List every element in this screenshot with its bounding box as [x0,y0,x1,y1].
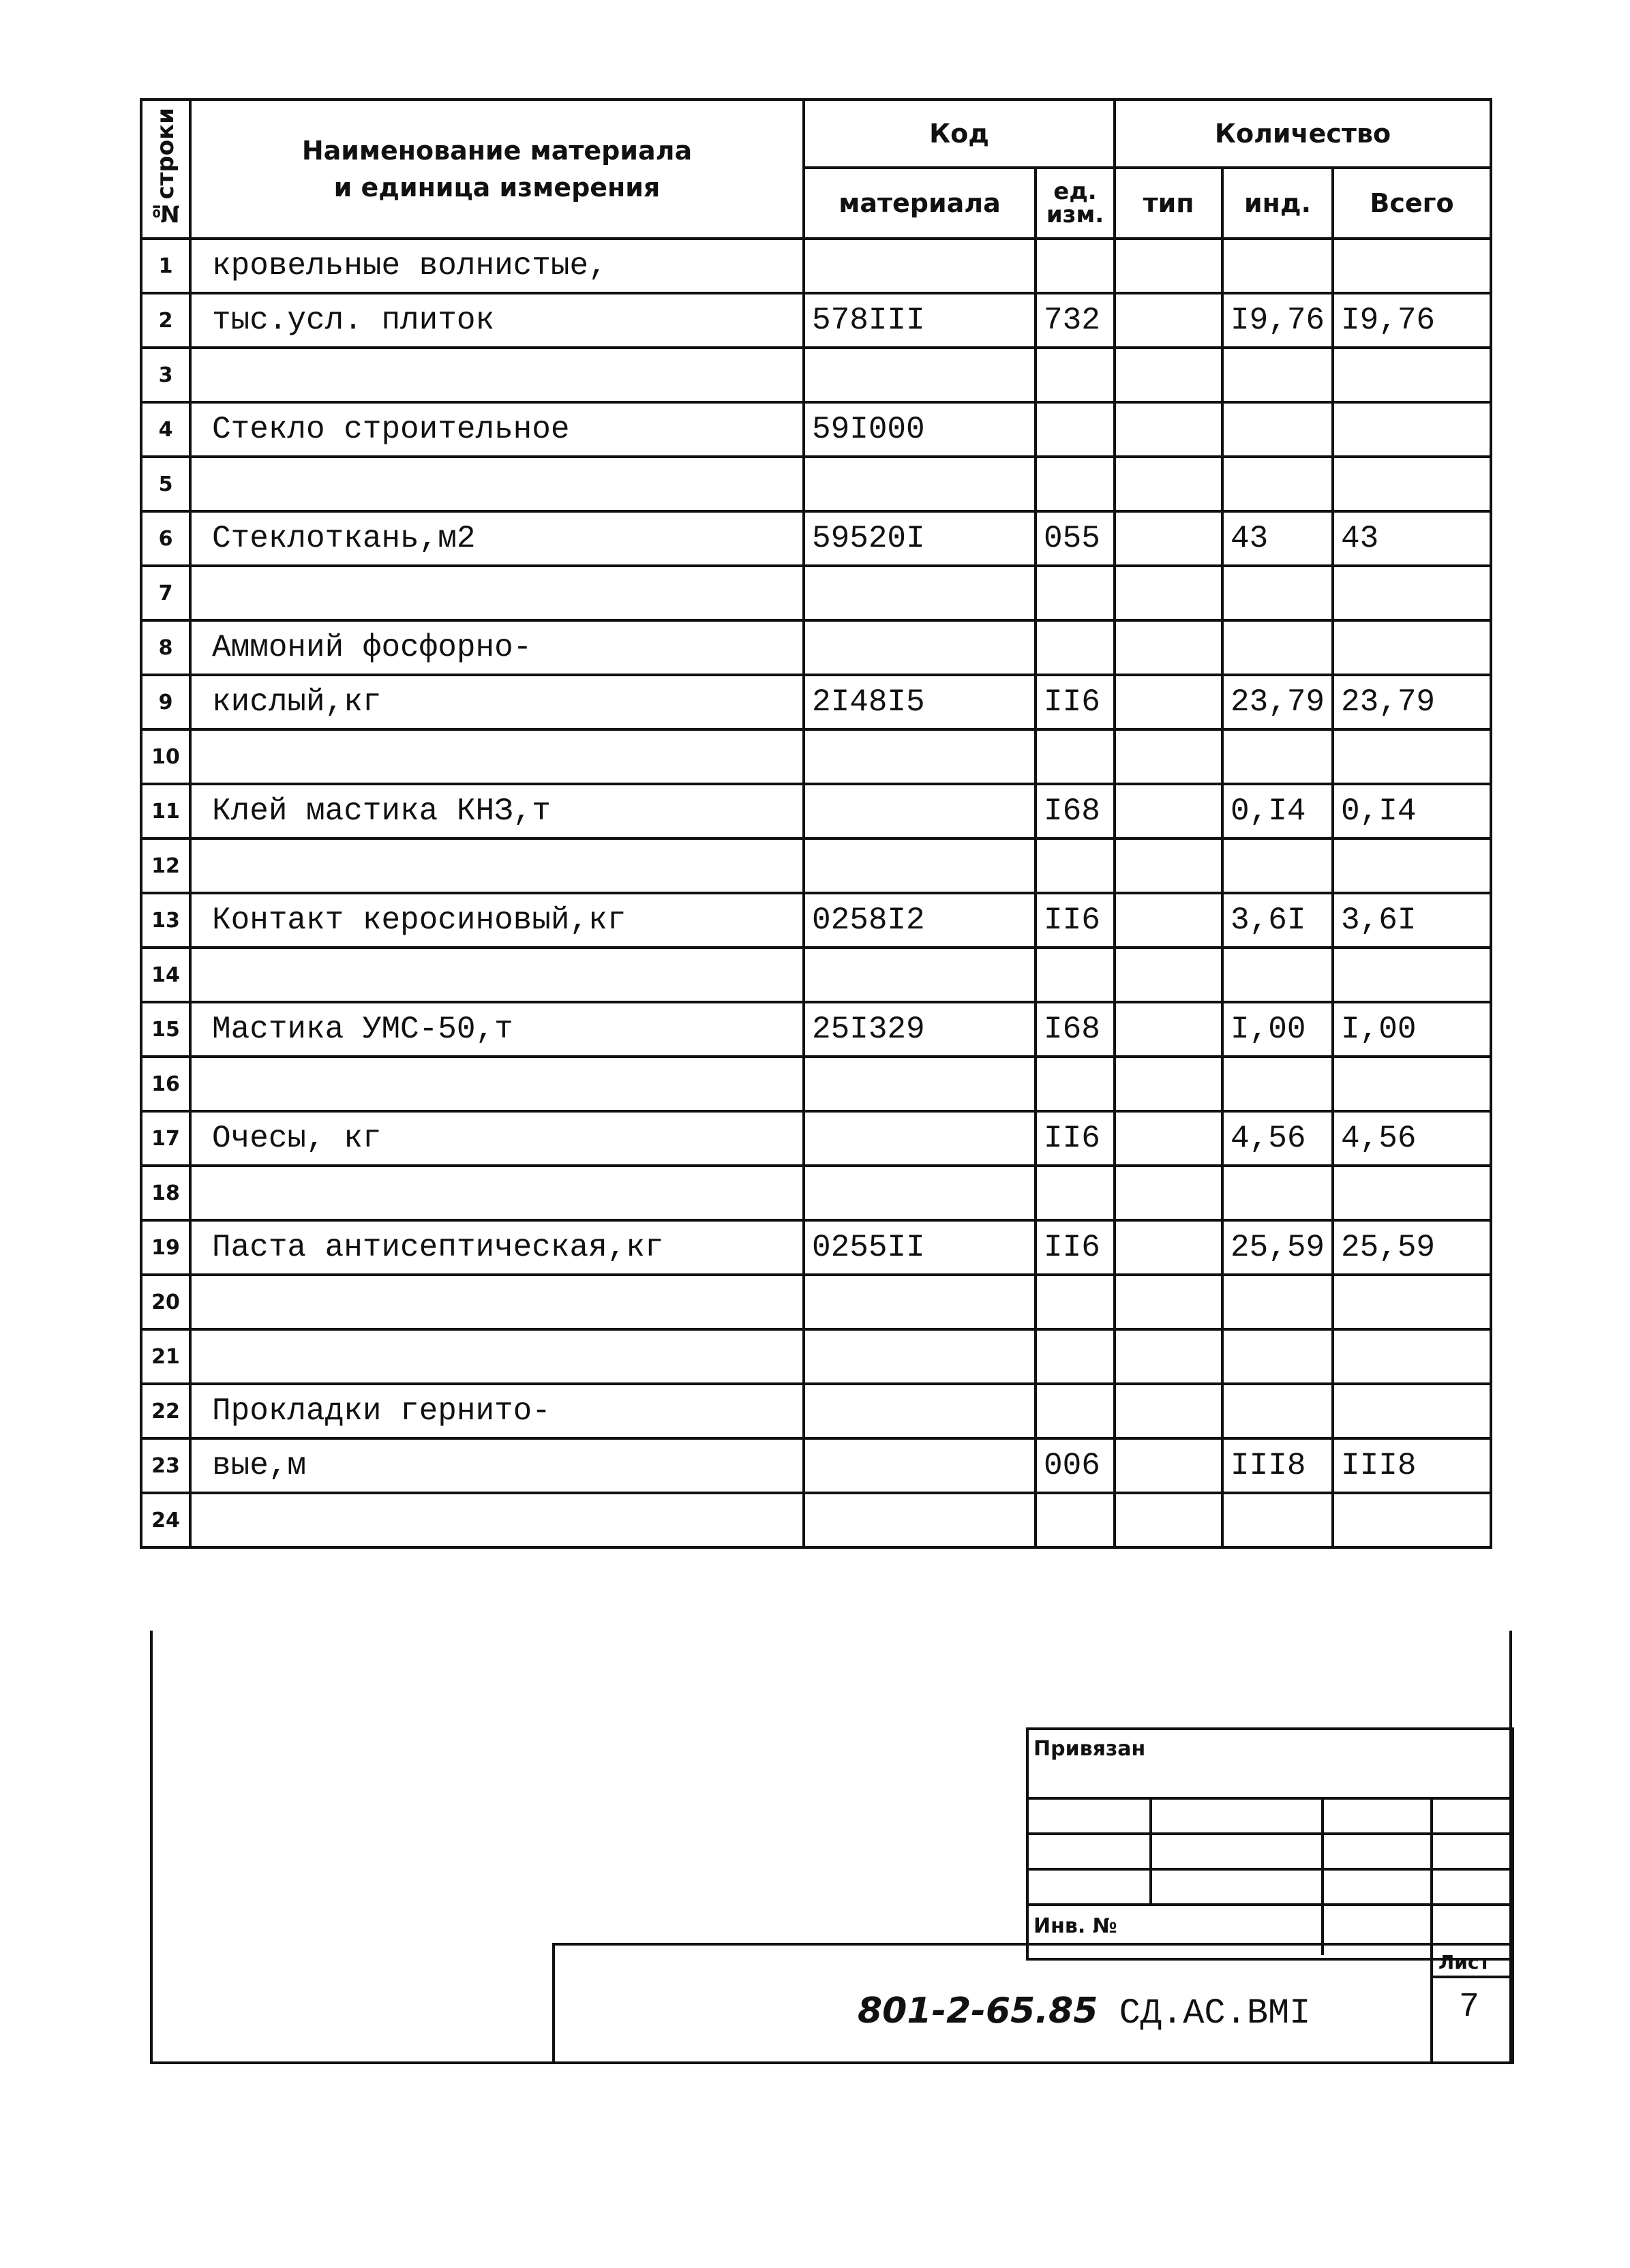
unit-code-cell [1036,457,1115,511]
material-code-cell [804,1329,1036,1384]
row-number-cell: 14 [141,948,190,1002]
qty-total-cell [1333,402,1491,457]
row-number-cell: 17 [141,1111,190,1166]
qty-type-cell [1115,1111,1222,1166]
row-number-cell: 9 [141,675,190,729]
unit-code-cell: II6 [1036,1220,1115,1275]
table-row [141,675,1491,729]
qty-total-cell: III8 [1333,1438,1491,1493]
title-sheet-divider [1430,1943,1433,2061]
material-name-cell: Стеклоткань,м2 [190,511,804,566]
table-row [141,1493,1491,1547]
material-name-cell: Очесы, кг [190,1111,804,1166]
qty-total-cell [1333,1057,1491,1111]
material-name-cell: тыс.усл. плиток [190,293,804,348]
qty-total-cell [1333,348,1491,402]
qty-type-cell [1115,566,1222,620]
row-number-cell: 13 [141,893,190,948]
unit-code-cell: II6 [1036,893,1115,948]
code-unit-header-line1: ед. [1053,178,1097,205]
qty-ind-cell [1222,729,1333,784]
qty-type-cell [1115,1275,1222,1329]
material-name-cell: вые,м [190,1438,804,1493]
qty-ind-cell [1222,1493,1333,1547]
material-code-cell: 59I000 [804,402,1036,457]
qty-type-cell [1115,729,1222,784]
unit-code-cell [1036,566,1115,620]
unit-code-cell [1036,838,1115,893]
qty-total-cell [1333,1275,1491,1329]
document-code [858,1991,1310,2033]
material-code-cell [804,620,1036,675]
material-name-cell: кровельные волнистые, [190,239,804,293]
material-name-cell [190,457,804,511]
code-header: Код [804,100,1115,168]
qty-ind-cell: 43 [1222,511,1333,566]
material-code-cell [804,566,1036,620]
materials-table [140,98,1492,1549]
table-row [141,402,1491,457]
qty-ind-cell [1222,348,1333,402]
qty-ind-cell: 3,6I [1222,893,1333,948]
qty-ind-cell [1222,620,1333,675]
qty-ind-cell: I9,76 [1222,293,1333,348]
material-name-cell: Стекло строительное [190,402,804,457]
unit-code-cell [1036,1057,1115,1111]
stamp-hline-1 [1026,1797,1511,1800]
qty-ind-cell [1222,239,1333,293]
material-code-cell: 0255II [804,1220,1036,1275]
row-number-cell: 1 [141,239,190,293]
material-code-cell [804,1493,1036,1547]
qty-ind-cell: 4,56 [1222,1111,1333,1166]
code-unit-header-line2: изм. [1046,201,1104,228]
material-name-cell [190,838,804,893]
unit-code-cell: 732 [1036,293,1115,348]
material-name-cell [190,948,804,1002]
row-number-cell: 4 [141,402,190,457]
table-row [141,1057,1491,1111]
qty-type-header: тип [1115,168,1222,239]
qty-ind-cell [1222,457,1333,511]
unit-code-cell [1036,402,1115,457]
qty-total-cell [1333,239,1491,293]
row-number-header-label: №строки [152,108,179,227]
unit-code-cell [1036,1493,1115,1547]
table-row [141,1166,1491,1220]
stamp-vline-3 [1430,1797,1433,1955]
name-header-line1: Наименование материала [301,136,693,166]
qty-total-cell: 4,56 [1333,1111,1491,1166]
qty-ind-cell [1222,1329,1333,1384]
qty-ind-cell: I,00 [1222,1002,1333,1057]
row-number-header [141,100,190,239]
unit-code-cell: II6 [1036,1111,1115,1166]
qty-type-cell [1115,1438,1222,1493]
qty-ind-cell [1222,402,1333,457]
unit-code-cell [1036,729,1115,784]
qty-ind-header: инд. [1222,168,1333,239]
row-number-cell: 22 [141,1384,190,1438]
unit-code-cell [1036,1329,1115,1384]
unit-code-cell [1036,348,1115,402]
material-name-cell: Контакт керосиновый,кг [190,893,804,948]
material-code-cell [804,1057,1036,1111]
qty-total-cell: 3,6I [1333,893,1491,948]
material-code-cell: 25I329 [804,1002,1036,1057]
qty-total-cell: I,00 [1333,1002,1491,1057]
unit-code-cell: I68 [1036,784,1115,838]
material-code-cell [804,784,1036,838]
material-name-cell [190,1329,804,1384]
qty-ind-cell: III8 [1222,1438,1333,1493]
unit-code-cell: 006 [1036,1438,1115,1493]
qty-total-cell [1333,1166,1491,1220]
quantity-header: Количество [1115,100,1491,168]
materials-table-body [141,239,1491,1547]
qty-type-cell [1115,1057,1222,1111]
qty-type-cell [1115,293,1222,348]
material-name-cell [190,566,804,620]
row-number-cell: 11 [141,784,190,838]
title-sheet-hline [1430,1976,1511,1978]
material-name-cell: Паста антисептическая,кг [190,1220,804,1275]
qty-ind-cell [1222,566,1333,620]
binding-label: Привязан [1033,1737,1146,1761]
qty-type-cell [1115,511,1222,566]
material-name-cell [190,1275,804,1329]
code-unit-header [1036,168,1115,239]
material-name-cell [190,1493,804,1547]
qty-type-cell [1115,620,1222,675]
qty-total-cell [1333,1493,1491,1547]
qty-ind-cell [1222,1275,1333,1329]
row-number-cell: 7 [141,566,190,620]
table-row [141,1002,1491,1057]
table-row [141,1111,1491,1166]
row-number-cell: 16 [141,1057,190,1111]
qty-type-cell [1115,1329,1222,1384]
row-number-cell: 10 [141,729,190,784]
unit-code-cell [1036,1384,1115,1438]
material-name-cell: Аммоний фосфорно- [190,620,804,675]
qty-total-cell [1333,620,1491,675]
name-header [190,100,804,239]
qty-total-cell [1333,566,1491,620]
material-code-cell [804,1166,1036,1220]
row-number-cell: 24 [141,1493,190,1547]
qty-type-cell [1115,784,1222,838]
table-row [141,1220,1491,1275]
qty-type-cell [1115,239,1222,293]
material-code-cell [804,729,1036,784]
material-code-cell [804,239,1036,293]
row-number-cell: 21 [141,1329,190,1384]
qty-total-cell [1333,948,1491,1002]
material-code-cell [804,948,1036,1002]
unit-code-cell: I68 [1036,1002,1115,1057]
row-number-cell: 18 [141,1166,190,1220]
table-row [141,729,1491,784]
qty-type-cell [1115,675,1222,729]
material-code-cell [804,1384,1036,1438]
row-number-cell: 12 [141,838,190,893]
qty-type-cell [1115,838,1222,893]
row-number-cell: 15 [141,1002,190,1057]
document-code-suffix: СД.АС.ВМI [1119,1993,1311,2033]
unit-code-cell [1036,948,1115,1002]
sheet-label: Лист [1438,1951,1490,1974]
table-row [141,1384,1491,1438]
stamp-hline-4 [1026,1903,1511,1906]
unit-code-cell: 055 [1036,511,1115,566]
material-code-cell [804,348,1036,402]
qty-total-cell: 43 [1333,511,1491,566]
stamp-vline-1 [1149,1797,1152,1903]
qty-type-cell [1115,457,1222,511]
table-row [141,1329,1491,1384]
qty-ind-cell [1222,838,1333,893]
unit-code-cell [1036,1275,1115,1329]
qty-total-cell: I9,76 [1333,293,1491,348]
table-row [141,893,1491,948]
qty-type-cell [1115,402,1222,457]
table-row [141,457,1491,511]
material-code-cell: 2I48I5 [804,675,1036,729]
table-row [141,838,1491,893]
material-code-cell [804,1111,1036,1166]
qty-total-cell: 23,79 [1333,675,1491,729]
table-row [141,1438,1491,1493]
row-number-cell: 19 [141,1220,190,1275]
qty-type-cell [1115,893,1222,948]
material-name-cell [190,729,804,784]
material-code-cell [804,1438,1036,1493]
table-row [141,1275,1491,1329]
qty-ind-cell: 0,I4 [1222,784,1333,838]
material-code-cell [804,1275,1036,1329]
stamp-vline-2 [1321,1797,1324,1955]
qty-total-cell [1333,729,1491,784]
qty-ind-cell [1222,1057,1333,1111]
material-name-cell: Мастика УМС-50,т [190,1002,804,1057]
qty-type-cell [1115,348,1222,402]
inventory-number-label: Инв. № [1033,1914,1117,1938]
qty-total-cell [1333,1329,1491,1384]
table-row [141,511,1491,566]
stamp-hline-3 [1026,1868,1511,1871]
row-number-cell: 3 [141,348,190,402]
table-row [141,620,1491,675]
qty-total-cell [1333,1384,1491,1438]
row-number-cell: 8 [141,620,190,675]
row-number-cell: 23 [141,1438,190,1493]
qty-type-cell [1115,1384,1222,1438]
material-code-cell [804,457,1036,511]
unit-code-cell [1036,1166,1115,1220]
material-code-cell: 578III [804,293,1036,348]
qty-type-cell [1115,1166,1222,1220]
name-header-line2: и единица измерения [333,172,661,202]
material-code-cell: 59520I [804,511,1036,566]
unit-code-cell [1036,620,1115,675]
material-code-cell: 0258I2 [804,893,1036,948]
qty-type-cell [1115,1002,1222,1057]
material-name-cell [190,348,804,402]
qty-ind-cell: 23,79 [1222,675,1333,729]
qty-ind-cell [1222,1166,1333,1220]
sheet-number: 7 [1459,1988,1480,2027]
qty-ind-cell [1222,948,1333,1002]
document-code-number: 801-2-65.85 [858,1991,1098,2031]
material-name-cell: кислый,кг [190,675,804,729]
unit-code-cell: II6 [1036,675,1115,729]
qty-ind-cell: 25,59 [1222,1220,1333,1275]
stamp-hline-2 [1026,1832,1511,1835]
table-row [141,239,1491,293]
qty-total-cell [1333,457,1491,511]
row-number-cell: 20 [141,1275,190,1329]
table-row [141,784,1491,838]
table-row [141,293,1491,348]
row-number-cell: 6 [141,511,190,566]
table-row [141,566,1491,620]
qty-total-header: Всего [1333,168,1491,239]
qty-total-cell: 0,I4 [1333,784,1491,838]
table-row [141,348,1491,402]
material-code-cell [804,838,1036,893]
code-material-header: материала [804,168,1036,239]
qty-type-cell [1115,1220,1222,1275]
material-name-cell: Прокладки гернито- [190,1384,804,1438]
material-name-cell [190,1057,804,1111]
qty-type-cell [1115,948,1222,1002]
qty-total-cell: 25,59 [1333,1220,1491,1275]
row-number-cell: 2 [141,293,190,348]
qty-type-cell [1115,1493,1222,1547]
material-name-cell [190,1166,804,1220]
material-name-cell: Клей мастика КНЗ,т [190,784,804,838]
table-row [141,948,1491,1002]
qty-ind-cell [1222,1384,1333,1438]
row-number-cell: 5 [141,457,190,511]
qty-total-cell [1333,838,1491,893]
unit-code-cell [1036,239,1115,293]
